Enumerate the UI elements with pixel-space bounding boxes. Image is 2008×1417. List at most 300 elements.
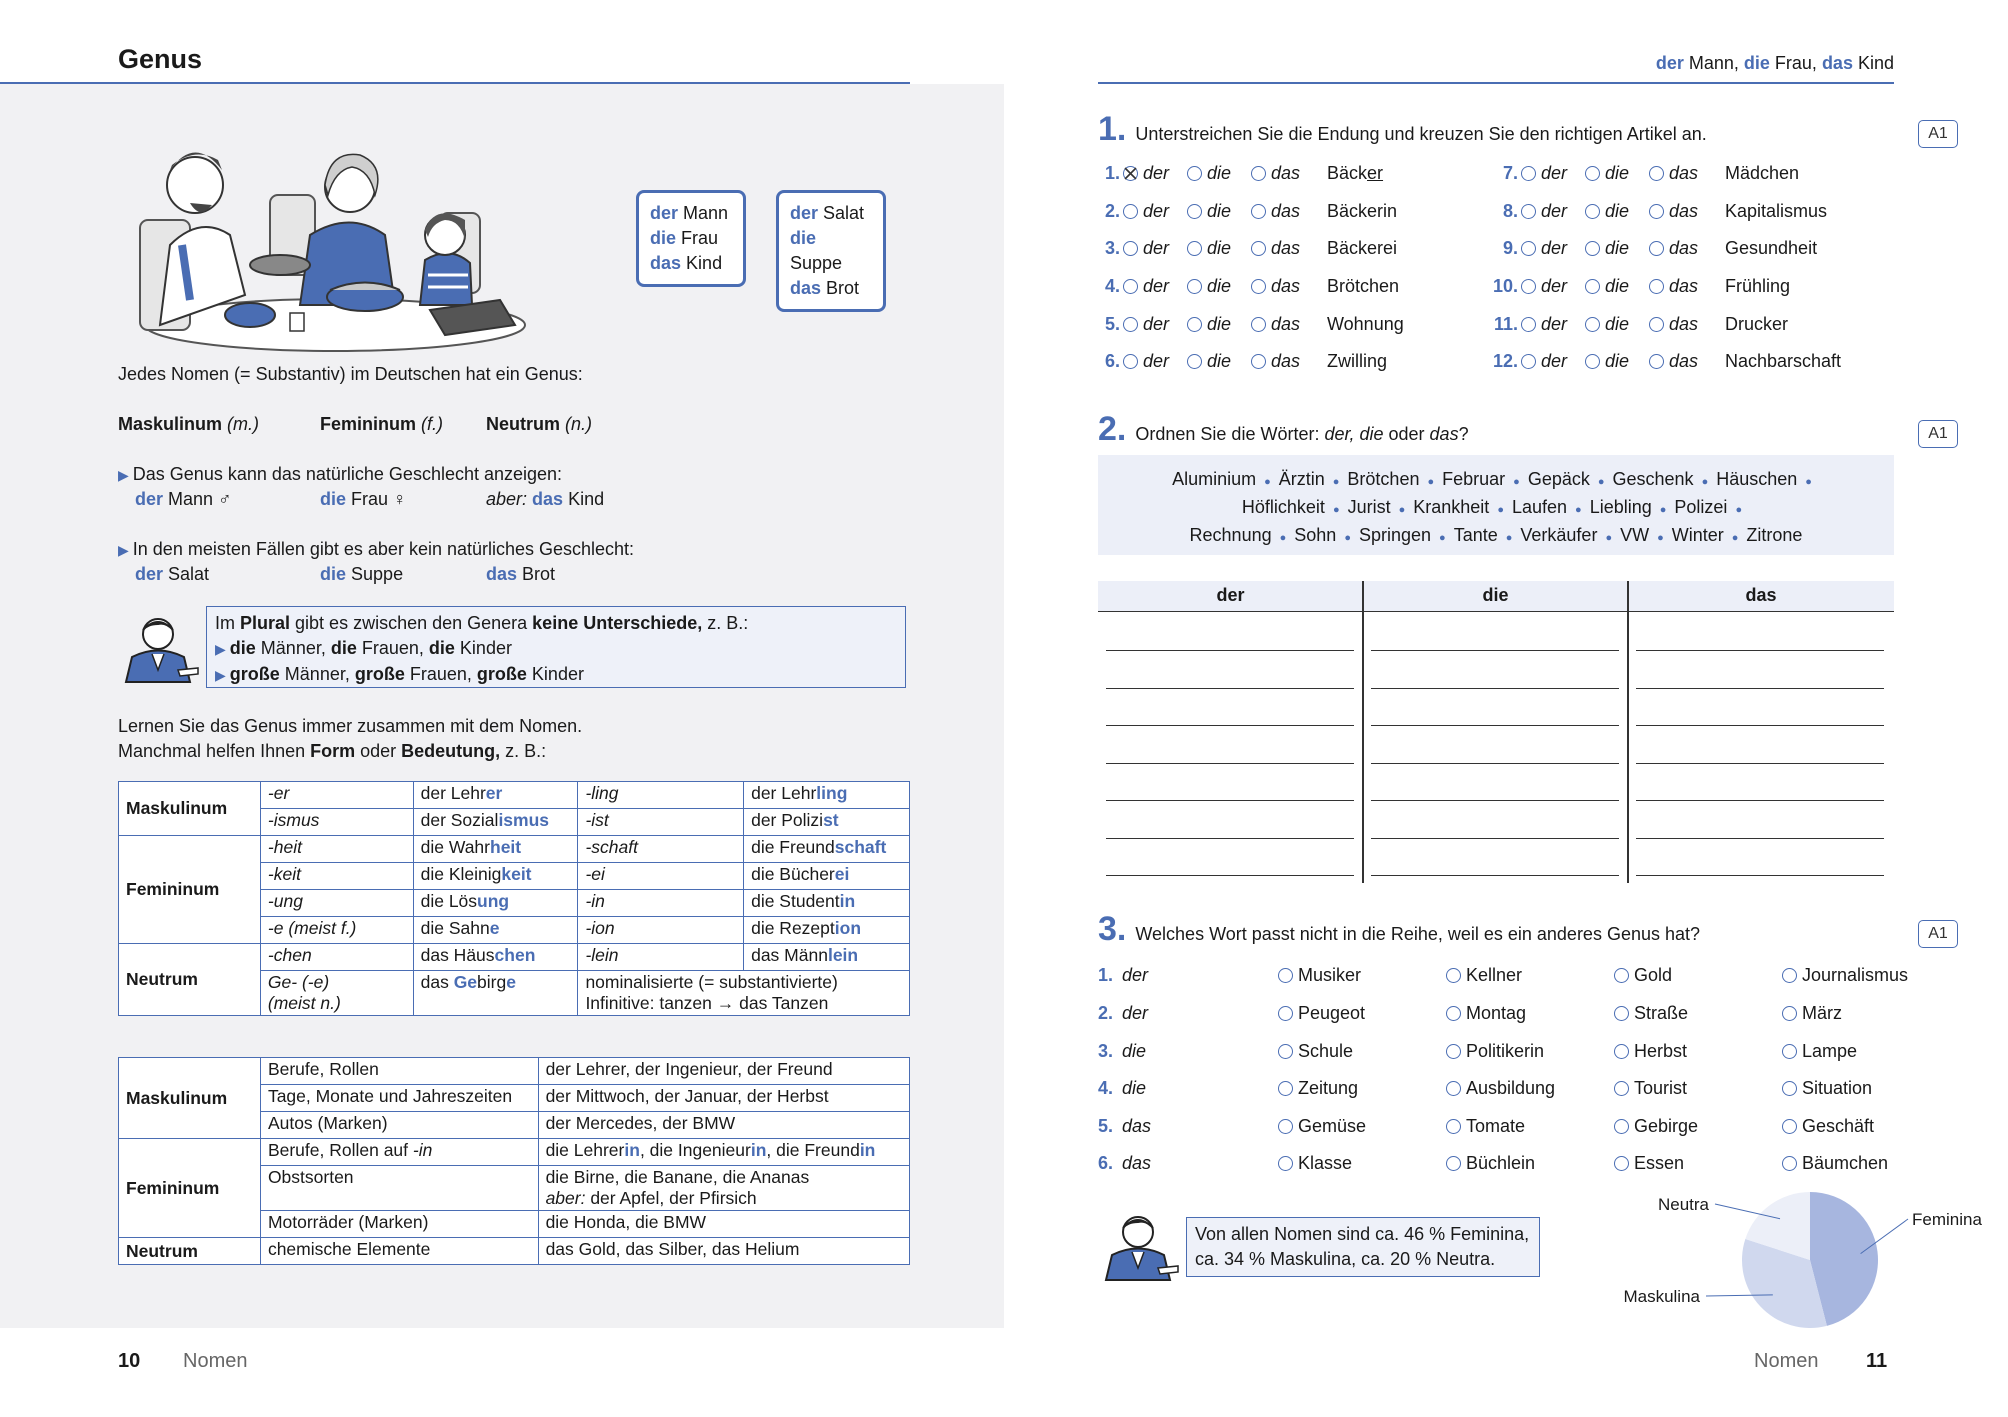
word-chip[interactable]: Krankheit [1413, 497, 1490, 517]
article-label: das [1669, 351, 1699, 371]
point1-ex-c: aber: das Kind [486, 489, 605, 509]
radio-circle-icon[interactable] [1585, 241, 1600, 256]
word-option[interactable] [1446, 1113, 1525, 1139]
option-label: Peugeot [1298, 1003, 1366, 1023]
option-label: Musiker [1298, 965, 1362, 985]
item-number: 6. [1098, 1153, 1114, 1173]
word-option[interactable] [1614, 1075, 1687, 1101]
article-option-die[interactable] [1585, 311, 1649, 337]
meaning-cell: chemische Elemente [260, 1238, 538, 1265]
genus-neut: Neutrum (n.) [486, 414, 593, 434]
radio-circle-icon[interactable] [1446, 968, 1461, 983]
word-chip[interactable]: Jurist [1347, 497, 1391, 517]
write-line[interactable] [1371, 838, 1619, 839]
option-label: Essen [1634, 1153, 1685, 1173]
write-line[interactable] [1106, 725, 1354, 726]
point1-ex-a: der Mann ♂ [135, 489, 232, 509]
word-chip[interactable]: Winter [1671, 525, 1724, 545]
meaning-cell: Berufe, Rollen [260, 1058, 538, 1085]
radio-circle-icon[interactable] [1649, 354, 1664, 369]
option-label: Situation [1802, 1078, 1873, 1098]
noun-word [1725, 311, 1788, 337]
article-option-das[interactable] [1251, 160, 1315, 186]
radio-circle-icon[interactable] [1782, 1044, 1797, 1059]
article-option-die[interactable] [1187, 160, 1251, 186]
word-option[interactable] [1446, 1075, 1555, 1101]
pie-label-feminina: Feminina [1912, 1210, 1982, 1229]
radio-circle-icon[interactable] [1649, 204, 1664, 219]
noun-word [1725, 198, 1827, 224]
option-label: Lampe [1802, 1041, 1858, 1061]
radio-circle-icon[interactable] [1585, 204, 1600, 219]
article-option-das[interactable] [1649, 235, 1713, 261]
article-option-der[interactable] [1123, 348, 1187, 374]
article-option-die[interactable] [1187, 198, 1251, 224]
article-option-das[interactable] [1649, 160, 1713, 186]
cat-neuter: Neutrum [119, 1238, 261, 1265]
example-cell: der Lehrling [744, 782, 910, 809]
radio-circle-icon[interactable] [1782, 1119, 1797, 1134]
example-cell: das Gold, das Silber, das Helium [538, 1238, 909, 1265]
radio-circle-icon[interactable] [1649, 241, 1664, 256]
option-label: Schule [1298, 1041, 1354, 1061]
meaning-cell: Tage, Monate und Jahreszeiten [260, 1085, 538, 1112]
radio-circle-icon[interactable] [1278, 1119, 1293, 1134]
article-option-der[interactable] [1521, 311, 1585, 337]
option-label: Ausbildung [1466, 1078, 1556, 1098]
word-option[interactable] [1782, 1000, 1842, 1026]
example-cell: das Gebirge [413, 971, 578, 1016]
table-row [119, 1139, 910, 1166]
write-line[interactable] [1371, 688, 1619, 689]
article-label: das [1669, 201, 1699, 221]
word-pool [1098, 455, 1894, 555]
dot-bullet-icon: ● [1398, 504, 1406, 516]
col-das: das [1745, 585, 1777, 605]
radio-circle-icon[interactable] [1585, 317, 1600, 332]
table-row [119, 836, 910, 863]
word-option[interactable] [1446, 1038, 1544, 1064]
article-option-der[interactable] [1521, 160, 1585, 186]
word-pool-line-2 [1098, 495, 1894, 523]
radio-circle-icon[interactable] [1614, 1119, 1629, 1134]
article-option-die[interactable] [1585, 273, 1649, 299]
noun-word [1327, 273, 1399, 299]
article-option-der[interactable] [1123, 198, 1187, 224]
article-option-die[interactable] [1187, 348, 1251, 374]
radio-circle-icon[interactable] [1123, 279, 1138, 294]
radio-circle-icon[interactable] [1187, 166, 1202, 181]
radio-circle-icon[interactable] [1614, 1156, 1629, 1171]
point2-ex-a: der Salat [135, 564, 210, 584]
radio-circle-icon[interactable] [1251, 317, 1266, 332]
word-chip[interactable]: Laufen [1511, 497, 1568, 517]
list-item [1484, 348, 1864, 374]
page-number: 11 [1866, 1350, 1888, 1372]
item-number: 6. [1104, 351, 1120, 371]
radio-circle-icon[interactable] [1782, 1156, 1797, 1171]
header-rule [1098, 82, 1894, 84]
word-chip[interactable]: Aluminium [1172, 469, 1257, 489]
word-option[interactable] [1614, 1038, 1687, 1064]
word-chip[interactable]: Springen [1358, 525, 1432, 545]
radio-circle-icon[interactable] [1278, 1044, 1293, 1059]
word-option[interactable] [1278, 1038, 1353, 1064]
word-chip[interactable]: Brötchen [1347, 469, 1420, 489]
right-page [1004, 0, 2008, 1417]
noun-word [1725, 235, 1817, 261]
item-number: 5. [1104, 314, 1120, 334]
page-header: der Mann, die Frau, das Kind [1655, 53, 1894, 73]
radio-circle-icon[interactable] [1782, 968, 1797, 983]
radio-circle-icon[interactable] [1446, 1044, 1461, 1059]
learn-line-2: Manchmal helfen Ihnen Form oder Bedeutung, z. B.: [118, 741, 547, 761]
bullet-triangle-icon: ▶ [118, 542, 129, 558]
item-number: 4. [1098, 1078, 1114, 1098]
word-option[interactable] [1782, 1075, 1872, 1101]
noun-stem: Kapitalismus [1725, 201, 1828, 221]
table-row [119, 944, 910, 971]
radio-circle-icon[interactable] [1187, 317, 1202, 332]
suffix-cell: -ung [260, 890, 413, 917]
word-chip[interactable]: Zitrone [1746, 525, 1803, 545]
pie-label-maskulina: Maskulina [1623, 1287, 1700, 1306]
radio-circle-icon[interactable] [1521, 354, 1536, 369]
cat-feminine: Femininum [119, 1139, 261, 1238]
radio-circle-icon[interactable] [1585, 354, 1600, 369]
article-label: der [1541, 238, 1568, 258]
radio-circle-icon[interactable] [1187, 241, 1202, 256]
word-chip[interactable]: Februar [1442, 469, 1506, 489]
article-option-der[interactable] [1123, 273, 1187, 299]
radio-circle-icon[interactable] [1521, 279, 1536, 294]
article-label: die [1207, 314, 1232, 334]
suffix-cell: -ling [578, 782, 744, 809]
article-label: die [1207, 201, 1232, 221]
noun-word [1327, 235, 1397, 261]
radio-circle-icon[interactable] [1123, 354, 1138, 369]
write-line[interactable] [1106, 875, 1354, 876]
article-label: das [1271, 238, 1301, 258]
article-option-die[interactable] [1187, 273, 1251, 299]
word-option[interactable] [1446, 1150, 1535, 1176]
article-option-das[interactable] [1649, 273, 1713, 299]
radio-circle-icon[interactable] [1649, 279, 1664, 294]
tip-person-icon [118, 612, 202, 684]
col-die: die [1482, 585, 1509, 605]
word-option[interactable] [1278, 1150, 1352, 1176]
word-option[interactable] [1446, 1000, 1526, 1026]
noun-stem: Mädchen [1725, 163, 1800, 183]
article-option-das[interactable] [1251, 198, 1315, 224]
plural-line-2: ▶ die Männer, die Frauen, die Kinder [215, 638, 512, 658]
radio-circle-icon[interactable] [1278, 1081, 1293, 1096]
article-option-die[interactable] [1187, 235, 1251, 261]
article-label: der [1541, 314, 1568, 334]
word-option[interactable] [1278, 1075, 1358, 1101]
noun-word [1725, 273, 1790, 299]
item-number: 11. [1493, 314, 1518, 334]
word-option[interactable] [1782, 962, 1908, 988]
radio-circle-icon[interactable] [1251, 204, 1266, 219]
word-chip[interactable]: Liebling [1589, 497, 1652, 517]
radio-circle-icon[interactable] [1649, 317, 1664, 332]
item-number: 5. [1098, 1116, 1114, 1136]
write-line[interactable] [1106, 650, 1354, 651]
noun-stem: Frühling [1725, 276, 1791, 296]
radio-circle-icon[interactable] [1251, 166, 1266, 181]
radio-circle-icon[interactable] [1251, 279, 1266, 294]
radio-circle-icon[interactable] [1123, 241, 1138, 256]
radio-circle-icon[interactable] [1187, 279, 1202, 294]
word-chip[interactable]: Ärztin [1278, 469, 1325, 489]
article-option-das[interactable] [1251, 273, 1315, 299]
example-cell: die Lehrerin, die Ingenieurin, die Freundin [538, 1139, 909, 1166]
list-item [1098, 1150, 1898, 1176]
nominalized-cell: nominalisierte (= substantivierte) Infinitive: tanzen → das Tanzen [578, 971, 910, 1016]
noun-word [1327, 348, 1387, 374]
noun-word [1327, 311, 1404, 337]
example-cell: die Rezeption [744, 917, 910, 944]
article-option-die[interactable] [1585, 235, 1649, 261]
write-line[interactable] [1106, 800, 1354, 801]
radio-circle-icon[interactable] [1614, 1006, 1629, 1021]
exercise-2-heading: 2. Ordnen Sie die Wörter: der, die oder das? [1098, 410, 1469, 448]
list-item [1098, 1038, 1898, 1064]
write-line[interactable] [1636, 650, 1884, 651]
radio-circle-icon[interactable] [1278, 968, 1293, 983]
article-option-der[interactable] [1521, 273, 1585, 299]
article-option-die[interactable] [1187, 311, 1251, 337]
example-cell: die Lösung [413, 890, 578, 917]
item-number: 8. [1502, 201, 1518, 221]
plural-note-box [206, 606, 906, 688]
word-option[interactable] [1782, 1038, 1857, 1064]
article-option-der[interactable] [1521, 198, 1585, 224]
sort-table-header [1098, 581, 1894, 612]
word-option[interactable] [1782, 1113, 1874, 1139]
article-option-der[interactable] [1521, 348, 1585, 374]
article-option-der[interactable] [1123, 160, 1187, 186]
article-option-das[interactable] [1649, 311, 1713, 337]
write-line[interactable] [1106, 688, 1354, 689]
list-item [1098, 348, 1478, 374]
radio-circle-icon[interactable] [1614, 1044, 1629, 1059]
word-chip[interactable]: Rechnung [1189, 525, 1272, 545]
radio-circle-icon[interactable] [1187, 204, 1202, 219]
list-item [1098, 160, 1478, 186]
radio-circle-icon[interactable] [1123, 166, 1138, 181]
radio-circle-icon[interactable] [1521, 317, 1536, 332]
word-option[interactable] [1278, 962, 1361, 988]
write-line[interactable] [1636, 800, 1884, 801]
list-item [1098, 1113, 1898, 1139]
word-chip[interactable]: Geschenk [1612, 469, 1694, 489]
cat-masculine: Maskulinum [119, 1058, 261, 1139]
write-line[interactable] [1371, 875, 1619, 876]
radio-circle-icon[interactable] [1521, 204, 1536, 219]
word-chip[interactable]: Tante [1453, 525, 1498, 545]
example-cell: die Studentin [744, 890, 910, 917]
article-option-die[interactable] [1585, 198, 1649, 224]
level-badge: A1 [1918, 420, 1958, 448]
write-line[interactable] [1371, 650, 1619, 651]
word-chip[interactable]: Höflichkeit [1241, 497, 1325, 517]
article-label: das [1669, 314, 1699, 334]
given-article: der [1122, 1003, 1149, 1023]
point-no-natural-gender: ▶ In den meisten Fällen gibt es aber kein natürliches Geschlecht: [118, 539, 635, 559]
item-number: 3. [1098, 1041, 1114, 1061]
radio-circle-icon[interactable] [1446, 1006, 1461, 1021]
list-item [1484, 273, 1864, 299]
article-label: der [1541, 201, 1568, 221]
page-number: 10 [118, 1350, 141, 1372]
word-option[interactable] [1278, 1000, 1365, 1026]
word-pool-line-1 [1098, 467, 1894, 495]
article-label: die [1207, 238, 1232, 258]
radio-circle-icon[interactable] [1585, 279, 1600, 294]
given-article: das [1122, 1116, 1152, 1136]
article-option-das[interactable] [1251, 311, 1315, 337]
table-row [119, 782, 910, 809]
dot-bullet-icon: ● [1264, 476, 1271, 488]
radio-circle-icon[interactable] [1278, 1006, 1293, 1021]
article-label: das [1669, 238, 1699, 258]
word-option[interactable] [1782, 1150, 1888, 1176]
option-label: Klasse [1298, 1153, 1353, 1173]
word-option[interactable] [1614, 1000, 1688, 1026]
radio-circle-icon[interactable] [1649, 166, 1664, 181]
dot-bullet-icon: ● [1513, 476, 1520, 488]
word-option[interactable] [1278, 1113, 1366, 1139]
article-option-das[interactable] [1649, 348, 1713, 374]
genus-fem: Femininum (f.) [320, 414, 444, 434]
suffix-cell: -e (meist f.) [260, 917, 413, 944]
word-chip[interactable]: VW [1620, 525, 1650, 545]
radio-circle-icon[interactable] [1251, 354, 1266, 369]
plural-line-3: ▶ große Männer, große Frauen, große Kinder [215, 664, 584, 684]
word-pool-line-3 [1098, 523, 1894, 551]
word-chip[interactable]: Sohn [1294, 525, 1337, 545]
write-line[interactable] [1636, 875, 1884, 876]
learn-line-1: Lernen Sie das Genus immer zusammen mit dem Nomen. [118, 716, 583, 736]
example-cell: der Sozialismus [413, 809, 578, 836]
cat-feminine: Femininum [119, 836, 261, 944]
word-chip[interactable]: Polizei [1674, 497, 1728, 517]
dot-bullet-icon: ● [1659, 504, 1667, 516]
radio-circle-icon[interactable] [1614, 968, 1629, 983]
suffix-cell: -ismus [260, 809, 413, 836]
dot-bullet-icon: ● [1805, 476, 1812, 488]
write-line[interactable] [1371, 763, 1619, 764]
radio-circle-icon[interactable] [1446, 1156, 1461, 1171]
box-line-2: die Frau [650, 228, 719, 248]
item-number: 1. [1098, 965, 1114, 985]
radio-circle-icon[interactable] [1187, 354, 1202, 369]
radio-circle-icon[interactable] [1123, 317, 1138, 332]
article-option-der[interactable] [1123, 235, 1187, 261]
word-option[interactable] [1446, 962, 1522, 988]
write-line[interactable] [1636, 763, 1884, 764]
tip-person-icon [1098, 1210, 1182, 1282]
noun-stem: Bäckerei [1327, 238, 1398, 258]
word-chip[interactable]: Verkäufer [1520, 525, 1598, 545]
radio-circle-icon[interactable] [1446, 1081, 1461, 1096]
article-option-die[interactable] [1585, 160, 1649, 186]
article-option-der[interactable] [1123, 311, 1187, 337]
dot-bullet-icon: ● [1332, 504, 1340, 516]
option-label: Büchlein [1466, 1153, 1536, 1173]
dot-bullet-icon: ● [1597, 476, 1605, 488]
item-number: 1. [1104, 163, 1120, 183]
radio-circle-icon[interactable] [1521, 166, 1536, 181]
learn-text [118, 714, 582, 764]
radio-circle-icon[interactable] [1782, 1006, 1797, 1021]
radio-circle-icon[interactable] [1521, 241, 1536, 256]
article-label: das [1271, 163, 1301, 183]
article-label: das [1271, 314, 1301, 334]
bullet-triangle-icon: ▶ [215, 667, 226, 683]
write-line[interactable] [1106, 763, 1354, 764]
item-number: 2. [1098, 1003, 1114, 1023]
suffix-cell: -ion [578, 917, 744, 944]
article-option-die[interactable] [1585, 348, 1649, 374]
article-option-das[interactable] [1251, 348, 1315, 374]
article-option-das[interactable] [1251, 235, 1315, 261]
article-label: der [1143, 201, 1170, 221]
article-label: die [1605, 201, 1630, 221]
suffix-cell: -in [578, 890, 744, 917]
word-option[interactable] [1614, 1150, 1684, 1176]
radio-circle-icon[interactable] [1251, 241, 1266, 256]
list-item [1484, 235, 1864, 261]
meaning-cell: Obstsorten [260, 1166, 538, 1211]
write-line[interactable] [1106, 838, 1354, 839]
word-chip[interactable]: Häuschen [1716, 469, 1798, 489]
noun-stem: Gesundheit [1725, 238, 1818, 258]
suffix-cell: -ist [578, 809, 744, 836]
noun-stem: Zwilling [1327, 351, 1388, 371]
radio-circle-icon[interactable] [1782, 1081, 1797, 1096]
option-label: Straße [1634, 1003, 1689, 1023]
article-option-der[interactable] [1521, 235, 1585, 261]
write-line[interactable] [1371, 800, 1619, 801]
article-label: der [1143, 351, 1170, 371]
radio-circle-icon[interactable] [1278, 1156, 1293, 1171]
write-line[interactable] [1636, 838, 1884, 839]
write-line[interactable] [1371, 725, 1619, 726]
article-option-das[interactable] [1649, 198, 1713, 224]
word-option[interactable] [1614, 962, 1672, 988]
write-line[interactable] [1636, 725, 1884, 726]
word-chip[interactable]: Gepäck [1527, 469, 1590, 489]
genus-stats-note [1186, 1217, 1540, 1277]
radio-circle-icon[interactable] [1614, 1081, 1629, 1096]
pie-label-neutra: Neutra [1657, 1195, 1709, 1214]
exercise-1-heading: 1. Unterstreichen Sie die Endung und kreuzen Sie den richtigen Artikel an. [1098, 110, 1707, 148]
word-option[interactable] [1614, 1113, 1698, 1139]
given-article: das [1122, 1153, 1152, 1173]
radio-circle-icon[interactable] [1446, 1119, 1461, 1134]
noun-word [1725, 348, 1841, 374]
suffix-cell: -lein [578, 944, 744, 971]
article-label: der [1143, 314, 1170, 334]
write-line[interactable] [1636, 688, 1884, 689]
option-label: Geschäft [1802, 1116, 1875, 1136]
radio-circle-icon[interactable] [1585, 166, 1600, 181]
suffix-cell: -schaft [578, 836, 744, 863]
radio-circle-icon[interactable] [1123, 204, 1138, 219]
